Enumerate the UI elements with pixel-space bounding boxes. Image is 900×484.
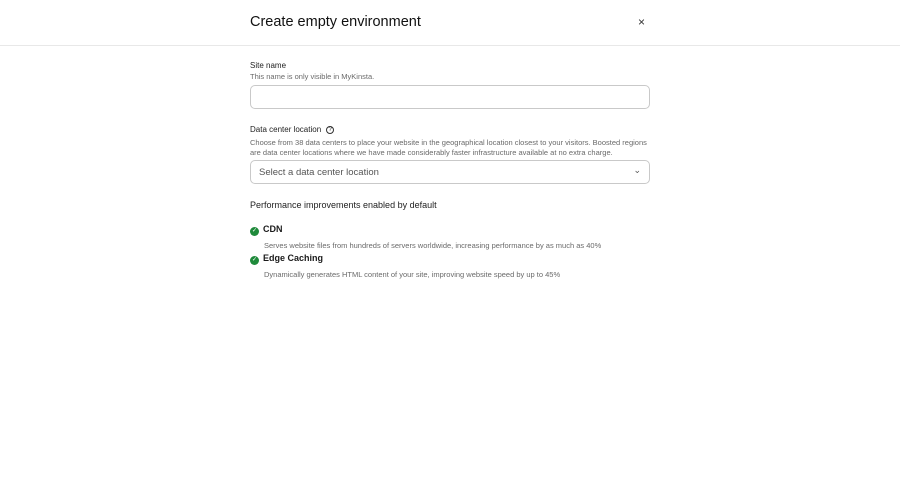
close-icon[interactable]: × <box>638 15 646 29</box>
feature-name: CDN <box>263 224 283 234</box>
feature-cdn <box>250 219 601 250</box>
site-name-input[interactable] <box>250 85 650 109</box>
feature-description: Dynamically generates HTML content of your site, improving website speed by up to 45% <box>264 270 561 279</box>
data-center-label <box>250 125 334 134</box>
feature-name: Edge Caching <box>263 253 324 263</box>
data-center-label-text: Data center location <box>250 125 322 134</box>
check-icon: ✓ <box>251 228 258 234</box>
help-icon[interactable]: ? <box>326 126 334 134</box>
site-name-label: Site name <box>250 61 287 70</box>
dialog-title: Create empty environment <box>250 14 421 30</box>
data-center-hint: Choose from 38 data centers to place your website in the geographical location closest to your visitors. Boosted regions are data center locations where we have made considerably faster infrastructure available at no extra charge. <box>250 138 647 157</box>
site-name-hint: This name is only visible in MyKinsta. <box>250 72 375 81</box>
dialog-header <box>0 0 900 46</box>
data-center-select[interactable] <box>250 160 650 184</box>
feature-edge-caching <box>250 248 560 279</box>
performance-title: Performance improvements enabled by default <box>250 200 437 210</box>
feature-description: Serves website files from hundreds of servers worldwide, increasing performance by as much as 40% <box>264 241 602 250</box>
check-icon: ✓ <box>251 257 258 263</box>
select-placeholder: Select a data center location <box>259 167 379 178</box>
chevron-down-icon: ⌄ <box>633 165 641 175</box>
